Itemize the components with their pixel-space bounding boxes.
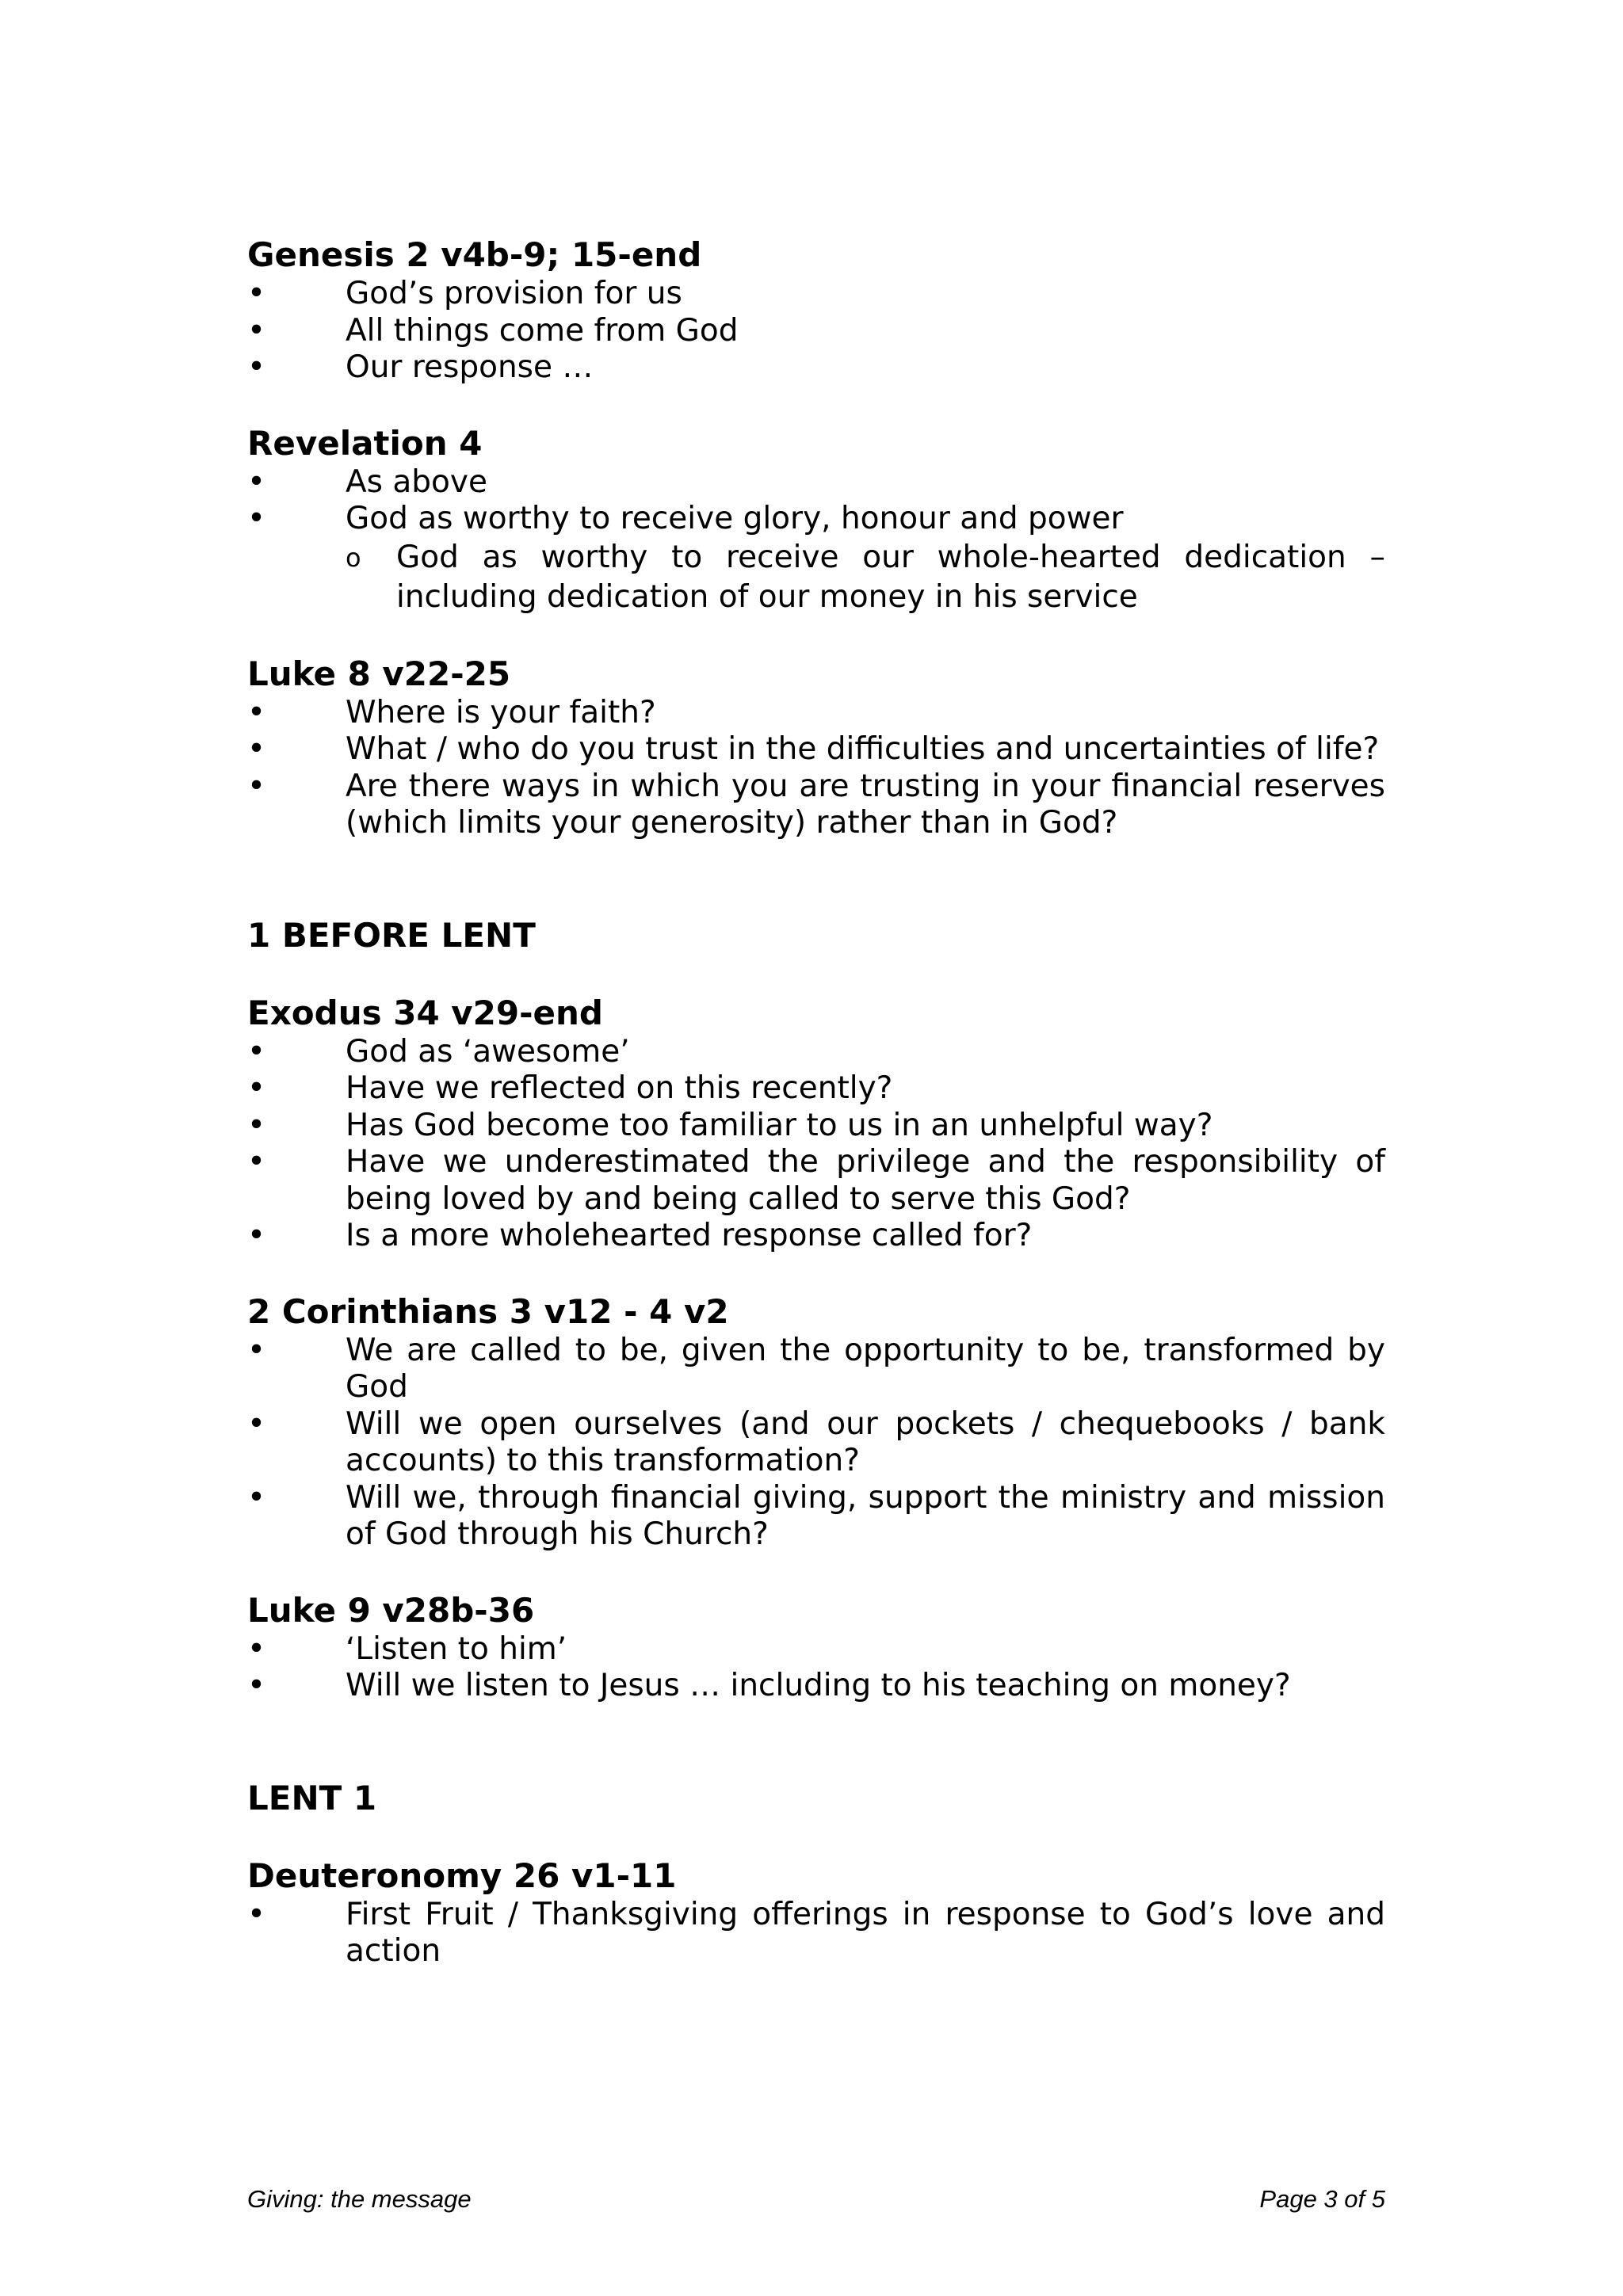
- list-item-text: Has God become too familiar to us in an unhelpful way?: [346, 1107, 1213, 1143]
- list-item: [247, 695, 1385, 732]
- list-item-text: First Fruit / Thanksgiving offerings in response to God’s love and action: [346, 1896, 1385, 1969]
- list-item-text: Will we listen to Jesus … including to his teaching on money?: [346, 1668, 1291, 1703]
- list-item-text: Are there ways in which you are trusting in your financial reserves (which limits your generosity) rather than in God?: [346, 768, 1385, 841]
- bullet-list: [247, 1034, 1385, 1255]
- list-item: [247, 1480, 1385, 1554]
- page-number: Page 3 of 5: [1259, 2185, 1385, 2213]
- bullet-icon: •: [247, 1479, 266, 1516]
- bullet-icon: •: [247, 1630, 266, 1667]
- bullet-list: [247, 1631, 1385, 1705]
- list-item-text: God’s provision for us: [346, 276, 682, 311]
- bullet-icon: •: [247, 1405, 266, 1442]
- list-item: [247, 1406, 1385, 1480]
- list-item: [247, 501, 1385, 617]
- list-item: [247, 1333, 1385, 1406]
- bullet-icon: •: [247, 1668, 266, 1703]
- list-item: [247, 1070, 1385, 1108]
- bullet-icon: •: [247, 312, 266, 349]
- bullet-icon: •: [247, 1896, 266, 1932]
- reading-luke-9: [247, 1590, 1385, 1705]
- sub-list-item: [247, 538, 1385, 617]
- bullet-icon: •: [247, 1033, 266, 1070]
- list-item: [247, 769, 1385, 842]
- list-item-text: Is a more wholehearted response called for?: [346, 1218, 1033, 1253]
- list-item-text: Will we, through financial giving, support the ministry and mission of God through his Church?: [346, 1479, 1385, 1552]
- list-item-text: We are called to be, given the opportunity to be, transformed by God: [346, 1332, 1385, 1405]
- bullet-icon: •: [247, 1107, 266, 1143]
- reading-luke-8: [247, 654, 1385, 842]
- bullet-list: [247, 1897, 1385, 1970]
- list-item-text: What / who do you trust in the difficulties and uncertainties of life?: [346, 731, 1380, 767]
- section-title: LENT 1: [247, 1778, 377, 1817]
- list-item: [247, 1631, 1385, 1669]
- list-item: [247, 1668, 1385, 1705]
- list-item-text: Have we reflected on this recently?: [346, 1070, 893, 1106]
- bullet-list: [247, 276, 1385, 387]
- reading-genesis: [247, 235, 1385, 387]
- reading-heading: Revelation 4: [247, 423, 483, 463]
- list-item-text: God as worthy to receive glory, honour and power: [346, 501, 1124, 536]
- list-item-text: As above: [346, 463, 487, 500]
- list-item-text: Where is your faith?: [346, 694, 656, 730]
- list-item-text: Will we open ourselves (and our pockets / chequebooks / bank accounts) to this transformation?: [346, 1405, 1385, 1478]
- list-item-text: God as ‘awesome’: [346, 1033, 630, 1070]
- list-item: [247, 1144, 1385, 1218]
- reading-heading: 2 Corinthians 3 v12 - 4 v2: [247, 1291, 729, 1331]
- spacer: [247, 956, 1385, 993]
- bullet-icon: •: [247, 276, 266, 311]
- document-page: [247, 235, 1385, 1970]
- list-item-text: Our response …: [346, 349, 594, 385]
- list-item: [247, 1108, 1385, 1145]
- bullet-icon: •: [247, 1144, 266, 1180]
- sub-bullet-list: [346, 538, 1385, 617]
- bullet-list: [247, 695, 1385, 842]
- reading-2-corinthians: [247, 1291, 1385, 1554]
- list-item: [247, 1897, 1385, 1970]
- reading-heading: Luke 8 v22-25: [247, 654, 511, 693]
- footer-title: Giving: the message: [247, 2185, 472, 2213]
- spacer: [247, 1819, 1385, 1855]
- bullet-list: [247, 1333, 1385, 1554]
- reading-exodus: [247, 993, 1385, 1255]
- list-item: [247, 313, 1385, 350]
- reading-heading: Genesis 2 v4b-9; 15-end: [247, 235, 702, 274]
- spacer: [247, 617, 1385, 654]
- list-item-text: All things come from God: [346, 312, 739, 349]
- list-item: [247, 731, 1385, 769]
- spacer: [247, 842, 1385, 915]
- reading-heading: Luke 9 v28b-36: [247, 1590, 535, 1630]
- sub-list-item-text: God as worthy to receive our whole-hearted dedication – including dedication of our money in his service: [396, 539, 1385, 615]
- bullet-icon: •: [247, 1070, 266, 1106]
- spacer: [247, 387, 1385, 423]
- section-title: 1 BEFORE LENT: [247, 915, 536, 955]
- bullet-icon: •: [247, 1332, 266, 1368]
- list-item: [247, 1034, 1385, 1071]
- bullet-icon: •: [247, 349, 266, 385]
- bullet-icon: •: [247, 501, 266, 536]
- bullet-icon: •: [247, 731, 266, 767]
- list-item: [247, 276, 1385, 313]
- list-item: [247, 464, 1385, 502]
- spacer: [247, 1255, 1385, 1291]
- bullet-list: [247, 464, 1385, 617]
- bullet-icon: •: [247, 694, 266, 730]
- list-item-text: ‘Listen to him’: [346, 1630, 567, 1667]
- reading-revelation: [247, 423, 1385, 617]
- bullet-icon: •: [247, 463, 266, 500]
- reading-deuteronomy: [247, 1855, 1385, 1970]
- reading-heading: Deuteronomy 26 v1-11: [247, 1855, 677, 1895]
- bullet-icon: •: [247, 768, 266, 804]
- list-item: [247, 1218, 1385, 1255]
- list-item-text: Have we underestimated the privilege and the responsibility of being loved by and being called to serve this God?: [346, 1144, 1385, 1217]
- reading-heading: Exodus 34 v29-end: [247, 993, 603, 1032]
- bullet-icon: •: [247, 1218, 266, 1253]
- spacer: [247, 1554, 1385, 1590]
- hollow-bullet-icon: o: [346, 542, 361, 573]
- spacer: [247, 1705, 1385, 1778]
- list-item: [247, 349, 1385, 387]
